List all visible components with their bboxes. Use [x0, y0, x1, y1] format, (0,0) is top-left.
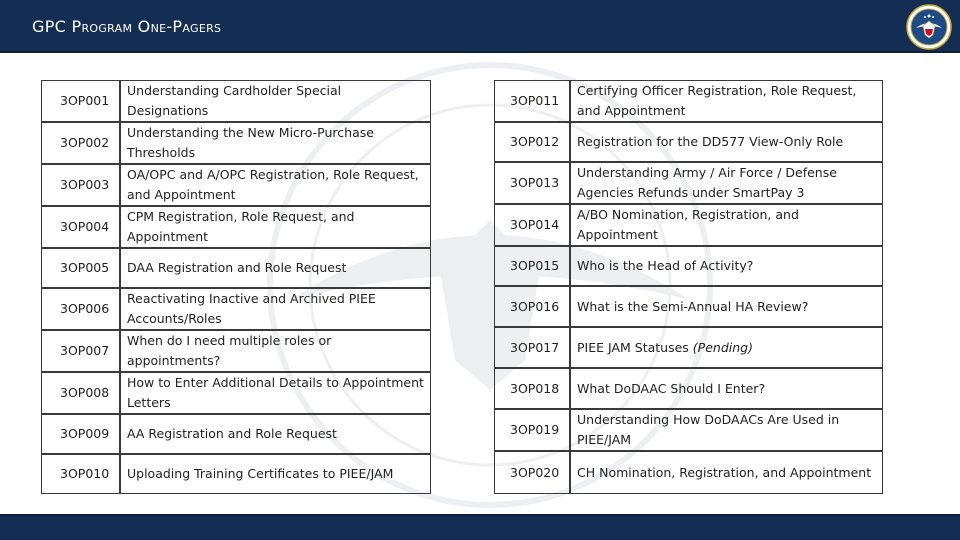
op-code: 3OP002 [41, 122, 120, 164]
table-row [41, 80, 431, 122]
op-code: 3OP014 [494, 204, 570, 246]
op-description: Uploading Training Certificates to PIEE/JAM [120, 454, 431, 494]
op-description-text: PIEE JAM Statuses [577, 339, 689, 355]
op-description: CH Nomination, Registration, and Appointment [570, 451, 883, 494]
op-code: 3OP008 [41, 372, 120, 414]
op-code: 3OP017 [494, 327, 570, 368]
footer-bar [0, 514, 960, 540]
op-code: 3OP006 [41, 288, 120, 330]
op-code: 3OP015 [494, 246, 570, 286]
table-row [41, 164, 431, 206]
table-row [494, 451, 883, 494]
op-code: 3OP010 [41, 454, 120, 494]
op-code: 3OP012 [494, 122, 570, 162]
op-description: How to Enter Additional Details to Appointment Letters [120, 372, 431, 414]
op-code: 3OP005 [41, 248, 120, 288]
op-code: 3OP018 [494, 368, 570, 409]
op-code: 3OP009 [41, 414, 120, 454]
op-description: Understanding Army / Air Force / Defense Agencies Refunds under SmartPay 3 [570, 162, 883, 204]
op-code: 3OP011 [494, 80, 570, 122]
table-row [41, 372, 431, 414]
table-row [494, 246, 883, 286]
op-description: Registration for the DD577 View-Only Role [570, 122, 883, 162]
op-description: Understanding the New Micro-Purchase Thresholds [120, 122, 431, 164]
table-row [494, 327, 883, 368]
op-description: A/BO Nomination, Registration, and Appointment [570, 204, 883, 246]
table-row [494, 286, 883, 327]
table-row [41, 330, 431, 372]
header-bar [0, 0, 960, 53]
op-code: 3OP019 [494, 409, 570, 451]
op-description: Certifying Officer Registration, Role Request, and Appointment [570, 80, 883, 122]
op-description: CPM Registration, Role Request, and Appointment [120, 206, 431, 248]
op-description: Reactivating Inactive and Archived PIEE Accounts/Roles [120, 288, 431, 330]
table-row [41, 288, 431, 330]
table-row [41, 414, 431, 454]
table-row [494, 409, 883, 451]
table-row [494, 80, 883, 122]
table-row [41, 248, 431, 288]
table-row [494, 204, 883, 246]
op-description: AA Registration and Role Request [120, 414, 431, 454]
op-description: Understanding Cardholder Special Designations [120, 80, 431, 122]
page-title: GPC Program One-Pagers [32, 17, 222, 36]
op-code: 3OP003 [41, 164, 120, 206]
op-description: OA/OPC and A/OPC Registration, Role Request, and Appointment [120, 164, 431, 206]
op-description: When do I need multiple roles or appointments? [120, 330, 431, 372]
op-description: Understanding How DoDAACs Are Used in PIEE/JAM [570, 409, 883, 451]
op-code: 3OP016 [494, 286, 570, 327]
table-row [41, 206, 431, 248]
table-row [494, 368, 883, 409]
table-row [41, 122, 431, 164]
table-row [494, 122, 883, 162]
one-pagers-table-right [494, 80, 883, 494]
op-description: DAA Registration and Role Request [120, 248, 431, 288]
op-description-italic: (Pending) [692, 339, 753, 355]
op-description [570, 327, 883, 368]
dod-seal-icon [906, 4, 952, 50]
op-code: 3OP020 [494, 451, 570, 494]
op-code: 3OP007 [41, 330, 120, 372]
op-code: 3OP004 [41, 206, 120, 248]
op-code: 3OP001 [41, 80, 120, 122]
op-description: What is the Semi-Annual HA Review? [570, 286, 883, 327]
op-code: 3OP013 [494, 162, 570, 204]
one-pagers-table-left [41, 80, 431, 494]
op-description: What DoDAAC Should I Enter? [570, 368, 883, 409]
table-row [494, 162, 883, 204]
op-description: Who is the Head of Activity? [570, 246, 883, 286]
table-row [41, 454, 431, 494]
